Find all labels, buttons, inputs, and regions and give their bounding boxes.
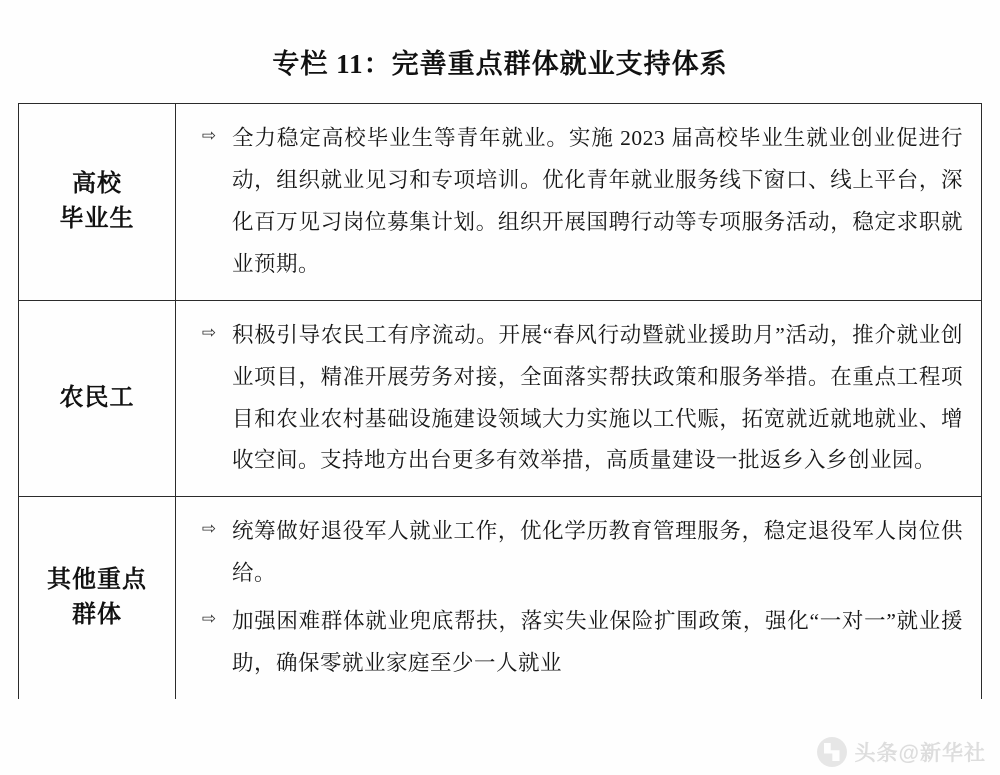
category-label-line: 群体 [72,602,122,629]
bullet-text: 积极引导农民工有序流动。开展“春风行动暨就业援助月”活动，推介就业创业项目，精准开展劳务对接，全面落实帮扶政策和服务举措。在重点工程项目和农业农村基础设施建设领域大力实施以工代赈，拓宽就近就地就业、增收空间。支持地方出台更多有效举措，高质量建设一批返乡入乡创业园。 [232,322,963,473]
content-cell-migrant-workers [176,301,981,497]
category-cell-other-groups [19,497,176,699]
category-cell-graduates [19,104,176,300]
support-system-table [18,103,982,699]
watermark-label: 头条@新华社 [854,742,986,765]
hollow-arrow-bullet-icon: ⇨ [201,519,217,540]
bullet-item [186,511,963,595]
bullet-item [186,315,963,483]
category-label-line: 高校 [72,171,122,198]
category-label [47,563,147,633]
bullet-text: 全力稳定高校毕业生等青年就业。实施 2023 届高校毕业生就业创业促进行动，组织就业见习和专项培训。优化青年就业服务线下窗口、线上平台，深化百万见习岗位募集计划。组织开展国聘行动等专项服务活动，稳定求职就业预期。 [232,126,963,276]
bullet-text: 加强困难群体就业兜底帮扶，落实失业保险扩围政策，强化“一对一”就业援助，确保零就业家庭至少一人就业 [232,609,963,676]
category-cell-migrant-workers [19,301,176,497]
category-label-line: 其他重点 [47,567,147,594]
toutiao-logo-icon [817,737,847,767]
bullet-item [186,118,963,286]
bullet-item [186,601,963,685]
bullet-text: 统筹做好退役军人就业工作，优化学历教育管理服务，稳定退役军人岗位供给。 [232,519,963,586]
table-row [19,497,981,699]
content-cell-other-groups [176,497,981,699]
category-label [60,167,135,237]
table-row [19,104,981,301]
watermark [817,737,986,767]
category-label-line: 毕业生 [59,205,135,232]
hollow-arrow-bullet-icon: ⇨ [201,322,217,343]
category-label [60,381,135,416]
table-row [19,301,981,498]
hollow-arrow-bullet-icon: ⇨ [201,126,217,146]
page-title: 专栏 11：完善重点群体就业支持体系 [272,49,728,79]
hollow-arrow-bullet-icon: ⇨ [201,609,217,630]
category-label-line: 农民工 [59,385,135,412]
content-cell-graduates [176,104,981,300]
